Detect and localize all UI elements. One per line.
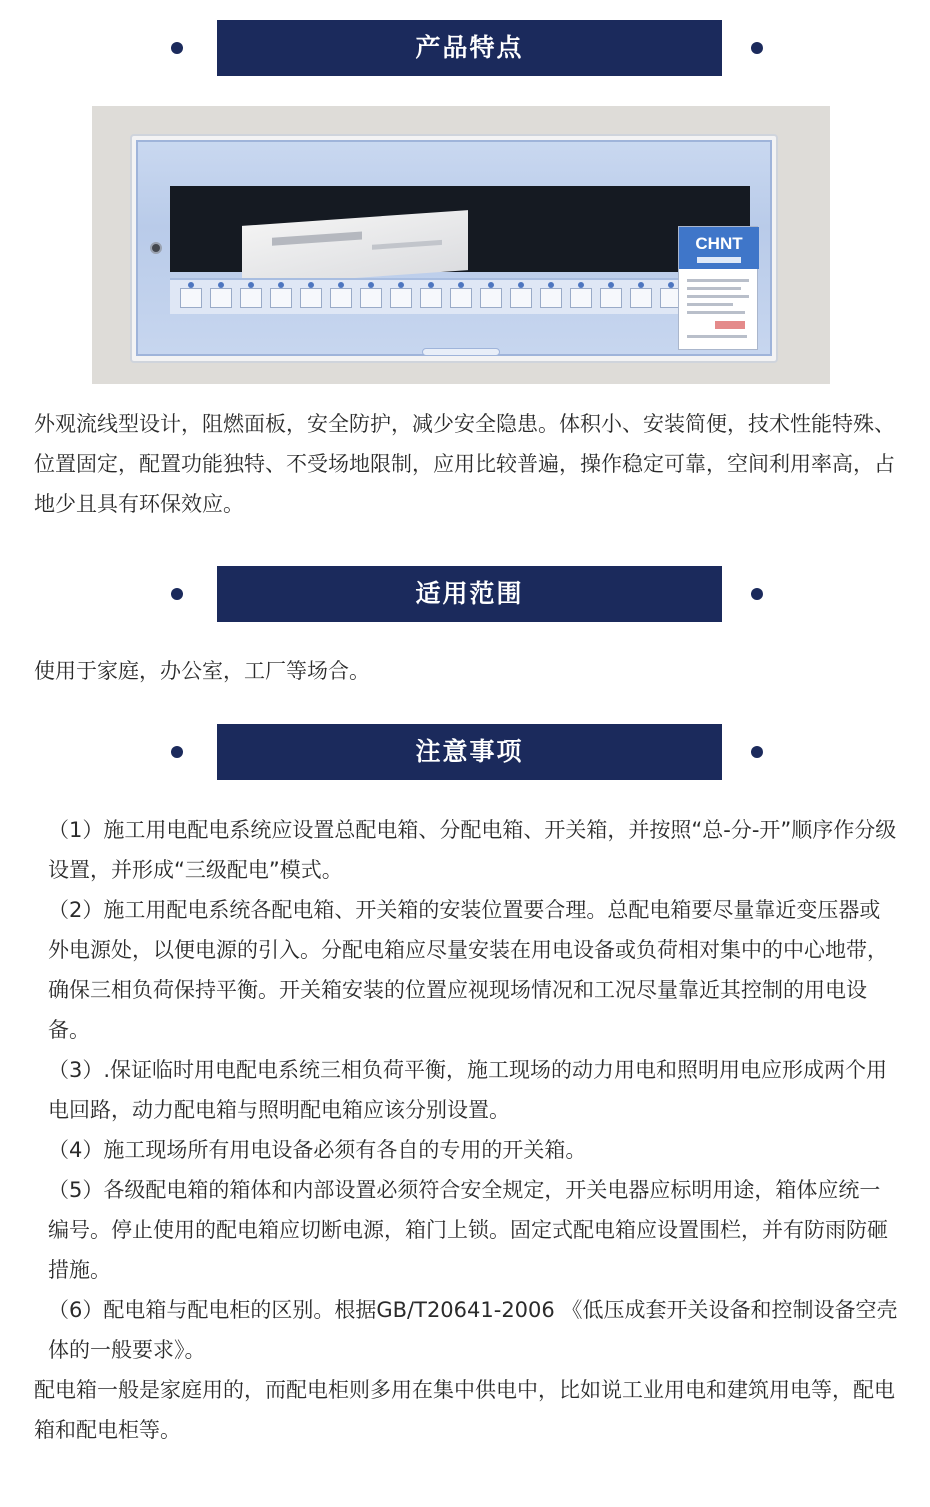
seal-stamp	[715, 321, 745, 329]
breaker-row	[170, 278, 686, 314]
note-closing: 配电箱一般是家庭用的，而配电柜则多用在集中供电中，比如说工业用电和建筑用电等，配电箱和配电柜等。	[34, 1378, 895, 1442]
bullet-dot-right	[751, 588, 763, 600]
bullet-dot-right	[751, 746, 763, 758]
section-header-notes	[0, 724, 930, 780]
lock-icon	[150, 242, 162, 254]
scope-description	[34, 651, 898, 691]
product-photo-distribution-box	[92, 106, 830, 384]
notes-list	[34, 810, 898, 1450]
note-item-3: （3）.保证临时用电配电系统三相负荷平衡，施工现场的动力用电和照明用电应形成两个用电回路，动力配电箱与照明配电箱应该分别设置。	[48, 1058, 888, 1122]
features-text: 外观流线型设计，阻燃面板，安全防护，减少安全隐患。体积小、安装简便，技术性能特殊、位置固定，配置功能独特、不受场地限制，应用比较普遍，操作稳定可靠，空间利用率高，占地少且具有环保效应。	[34, 412, 895, 516]
note-item-2: （2）施工用配电系统各配电箱、开关箱的安装位置要合理。总配电箱要尽量靠近变压器或外电源处，以便电源的引入。分配电箱应尽量安装在用电设备或负荷相对集中的中心地带，确保三相负荷保持平衡。开关箱安装的位置应视现场情况和工况尽量靠近其控制的用电设备。	[48, 898, 888, 1042]
note-item-4: （4）施工现场所有用电设备必须有各自的专用的开关箱。	[48, 1138, 587, 1162]
note-item-5: （5）各级配电箱的箱体和内部设置必须符合安全规定，开关电器应标明用途，箱体应统一编号。停止使用的配电箱应切断电源，箱门上锁。固定式配电箱应设置围栏，并有防雨防砸措施。	[48, 1178, 888, 1282]
features-description	[34, 404, 898, 524]
cover-handle	[422, 348, 500, 356]
scope-text: 使用于家庭，办公室，工厂等场合。	[34, 659, 370, 683]
section-title-scope: 适用范围	[217, 566, 722, 622]
brand-label	[678, 226, 758, 350]
note-item-1: （1）施工用电配电系统应设置总配电箱、分配电箱、开关箱，并按照“总-分-开”顺序作分级设置，并形成“三级配电”模式。	[48, 818, 897, 882]
bullet-dot-right	[751, 42, 763, 54]
bullet-dot-left	[171, 42, 183, 54]
section-header-scope	[0, 566, 930, 622]
bullet-dot-left	[171, 588, 183, 600]
note-item-6: （6）配电箱与配电柜的区别。根据GB/T20641-2006 《低压成套开关设备和控制设备空壳体的一般要求》。	[48, 1298, 898, 1362]
section-header-features	[0, 20, 930, 76]
chnt-logo: CHNT	[679, 227, 759, 269]
section-title-notes: 注意事项	[217, 724, 722, 780]
section-title-features: 产品特点	[217, 20, 722, 76]
bullet-dot-left	[171, 746, 183, 758]
